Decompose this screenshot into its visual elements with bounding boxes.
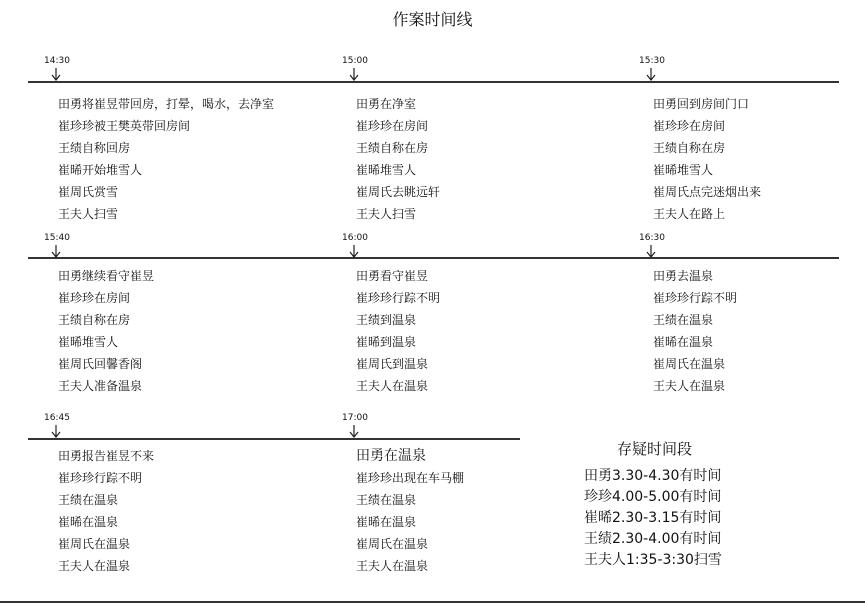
event-item: 王绩到温泉: [356, 313, 417, 327]
timeline-row-3: [28, 438, 520, 440]
event-item: 王夫人扫雪: [58, 207, 119, 221]
time-label: 16:30: [639, 233, 665, 243]
down-arrow-icon: [51, 68, 61, 81]
event-item: 崔珍珍行踪不明: [356, 291, 441, 305]
time-marker: [44, 56, 104, 81]
event-item: 田勇在净室: [356, 97, 417, 111]
event-item: 田勇看守崔昱: [356, 269, 429, 283]
event-item: 崔周氏回馨香阁: [58, 357, 143, 371]
event-item: 崔晞在温泉: [653, 335, 714, 349]
time-marker: [639, 233, 699, 258]
down-arrow-icon: [646, 245, 656, 258]
suspect-period-item: 王夫人1:35-3:30扫雪: [584, 552, 722, 568]
suspect-period-item: 田勇3.30-4.30有时间: [584, 468, 722, 484]
time-marker: [342, 233, 402, 258]
event-item: 田勇在温泉: [356, 448, 426, 464]
event-list: [58, 265, 154, 397]
event-item: 崔周氏在温泉: [356, 537, 429, 551]
event-list: [356, 445, 464, 577]
event-item: 崔珍珍在房间: [58, 291, 131, 305]
suspect-period-item: 珍珍4.00-5.00有时间: [584, 489, 722, 505]
event-item: 崔晞堆雪人: [653, 163, 714, 177]
event-list: [653, 265, 737, 397]
event-item: 王绩自称在房: [653, 141, 726, 155]
event-item: 王夫人准备温泉: [58, 379, 143, 393]
event-item: 崔周氏去眺远轩: [356, 185, 441, 199]
time-marker: [44, 413, 104, 438]
event-item: 王绩自称回房: [58, 141, 131, 155]
event-item: 崔周氏到温泉: [356, 357, 429, 371]
suspect-periods-heading: 存疑时间段: [617, 440, 693, 458]
event-item: 崔晞堆雪人: [356, 163, 417, 177]
page-title: 作案时间线: [392, 10, 473, 29]
event-item: 崔周氏在温泉: [58, 537, 131, 551]
event-item: 田勇去温泉: [653, 269, 714, 283]
down-arrow-icon: [646, 68, 656, 81]
timeline-row-1: [28, 81, 839, 83]
event-item: 王夫人扫雪: [356, 207, 417, 221]
event-item: 崔珍珍被王樊英带回房间: [58, 119, 191, 133]
event-item: 王绩在温泉: [653, 313, 714, 327]
event-item: 王夫人在温泉: [356, 559, 429, 573]
event-item: 田勇回到房间门口: [653, 97, 750, 111]
timeline-row-2: [28, 257, 839, 259]
event-list: [58, 93, 274, 225]
event-item: 崔晞开始堆雪人: [58, 163, 143, 177]
event-item: 崔珍珍在房间: [356, 119, 429, 133]
event-item: 王绩在温泉: [58, 493, 119, 507]
time-label: 16:00: [342, 233, 368, 243]
event-item: 崔晞到温泉: [356, 335, 417, 349]
down-arrow-icon: [51, 425, 61, 438]
event-list: [356, 93, 440, 225]
event-item: 王绩自称在房: [356, 141, 429, 155]
event-item: 崔晞在温泉: [58, 515, 119, 529]
event-list: [653, 93, 761, 225]
suspect-period-item: 王绩2.30-4.00有时间: [584, 531, 722, 547]
event-item: 王夫人在路上: [653, 207, 726, 221]
event-item: 王夫人在温泉: [356, 379, 429, 393]
event-item: 王夫人在温泉: [58, 559, 131, 573]
suspect-period-item: 崔晞2.30-3.15有时间: [584, 510, 722, 526]
time-label: 15:40: [44, 233, 70, 243]
event-list: [356, 265, 440, 397]
event-item: 崔珍珍在房间: [653, 119, 726, 133]
down-arrow-icon: [349, 68, 359, 81]
time-marker: [342, 413, 402, 438]
event-item: 崔珍珍行踪不明: [58, 471, 143, 485]
time-label: 15:30: [639, 56, 665, 66]
event-item: 王绩在温泉: [356, 493, 417, 507]
down-arrow-icon: [51, 245, 61, 258]
event-item: 田勇将崔昱带回房，打晕，喝水，去净室: [58, 97, 275, 111]
time-label: 17:00: [342, 413, 368, 423]
event-item: 田勇报告崔昱不来: [58, 449, 155, 463]
down-arrow-icon: [349, 425, 359, 438]
event-item: 崔晞在温泉: [356, 515, 417, 529]
time-label: 14:30: [44, 56, 70, 66]
event-item: 崔周氏在温泉: [653, 357, 726, 371]
event-item: 崔周氏点完迷烟出来: [653, 185, 762, 199]
event-item: 崔周氏赏雪: [58, 185, 119, 199]
event-item: 崔珍珍行踪不明: [653, 291, 738, 305]
event-item: 王绩自称在房: [58, 313, 131, 327]
bottom-divider: [0, 601, 865, 603]
time-marker: [342, 56, 402, 81]
suspect-periods-panel: [584, 438, 784, 571]
time-marker: [44, 233, 104, 258]
time-label: 15:00: [342, 56, 368, 66]
event-list: [58, 445, 154, 577]
event-item: 王夫人在温泉: [653, 379, 726, 393]
time-label: 16:45: [44, 413, 70, 423]
event-item: 崔晞堆雪人: [58, 335, 119, 349]
event-item: 崔珍珍出现在车马棚: [356, 471, 465, 485]
time-marker: [639, 56, 699, 81]
down-arrow-icon: [349, 245, 359, 258]
event-item: 田勇继续看守崔昱: [58, 269, 155, 283]
